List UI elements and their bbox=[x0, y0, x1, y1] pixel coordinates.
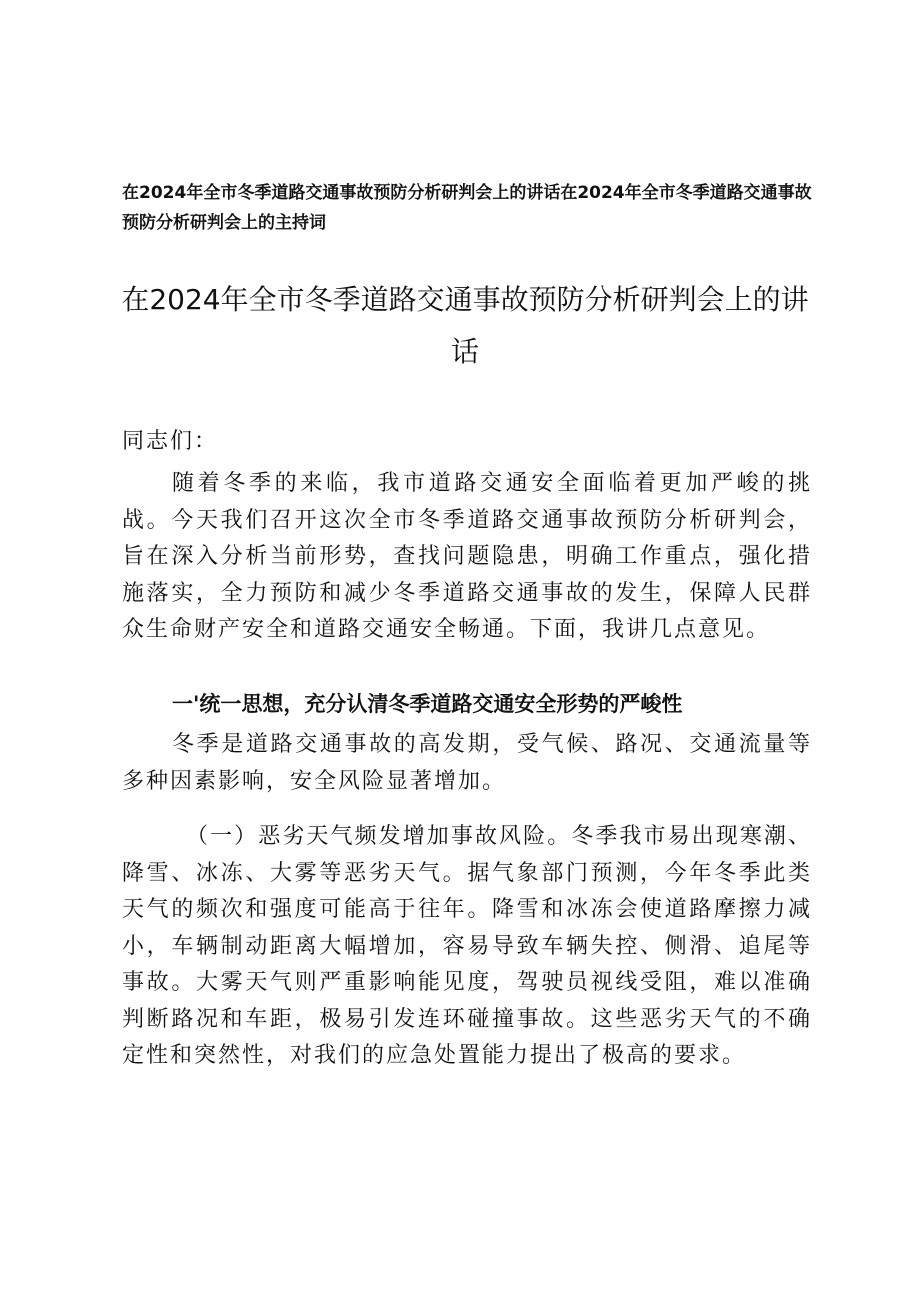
document-header-line: 在2024年全市冬季道路交通事故预防分析研判会上的讲话在2024年全市冬季道路交通事故预防分析研判会上的主持词 bbox=[122, 183, 812, 233]
intro-paragraph: 随着冬季的来临，我市道路交通安全面临着更加严峻的挑战。今天我们召开这次全市冬季道路交通事故预防分析研判会，旨在深入分析当前形势，查找问题隐患，明确工作重点，强化措施落实，全力预防和减少冬季道路交通事故的发生，保障人民群众生命财产安全和道路交通安全畅通。下面，我讲几点意见。 bbox=[122, 471, 812, 642]
subsection-1-paragraph: （一）恶劣天气频发增加事故风险。冬季我市易出现寒潮、降雪、冰冻、大雾等恶劣天气。据气象部门预测，今年冬季此类天气的频次和强度可能高于往年。降雪和冰冻会使道路摩擦力减小，车辆制动距离大幅增加，容易导致车辆失控、侧滑、追尾等事故。大雾天气则严重影响能见度，驾驶员视线受阻，难以准确判断路况和车距，极易引发连环碰撞事故。这些恶劣天气的不确定性和突然性，对我们的应急处置能力提出了极高的要求。 bbox=[122, 824, 812, 1068]
section-1-paragraph: 冬季是道路交通事故的高发期，受气候、路况、交通流量等多种因素影响，安全风险显著增加。 bbox=[122, 732, 812, 794]
salutation: 同志们： bbox=[122, 429, 219, 454]
document-title-line-1: 在2024年全市冬季道路交通事故预防分析研判会上的讲 bbox=[121, 283, 809, 316]
section-1-heading: 一'统一思想，充分认清冬季道路交通安全形势的严峻性 bbox=[172, 692, 683, 716]
document-title-line-2: 话 bbox=[450, 335, 479, 368]
document-title bbox=[120, 274, 810, 378]
